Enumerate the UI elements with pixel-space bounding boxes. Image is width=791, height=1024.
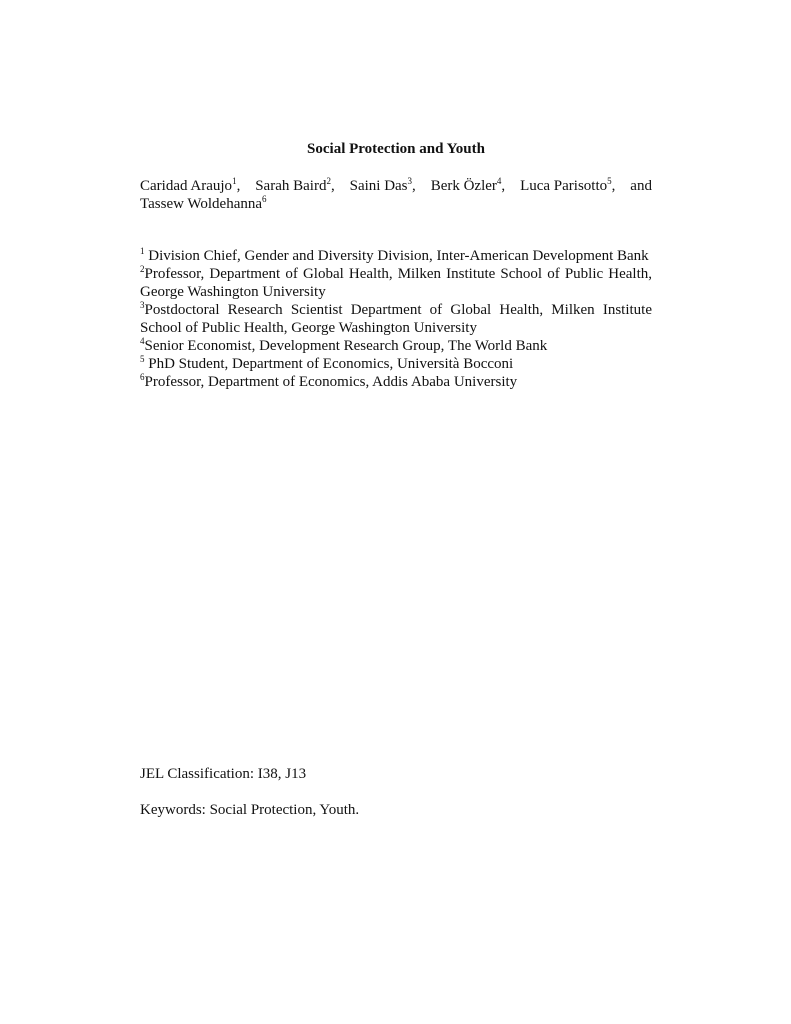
affiliation-list: [140, 247, 652, 391]
author: Caridad Araujo$^1$,: [140, 176, 241, 194]
affiliation-mark: 5: [607, 176, 612, 186]
affiliation-mark: 3: [407, 176, 413, 186]
affiliation-5: $^5$ PhD Student, Department of Economics, Università Bocconi: [140, 354, 514, 372]
affiliation-3: $^3$Postdoctoral Research Scientist Department of Global Health, Milken Institute School of Public Health, George Washington University: [140, 300, 652, 336]
author: Sarah Baird$^2$,: [255, 176, 335, 194]
jel-classification: JEL Classification: I38, J13: [140, 766, 307, 782]
keywords: Keywords: Social Protection, Youth.: [140, 802, 360, 818]
author-conjunction: and: [630, 178, 652, 194]
affiliation-mark: 3: [140, 300, 145, 310]
author: Tassew Woldehanna$^6$: [140, 194, 267, 212]
author: Berk Özler$^4$,: [430, 176, 506, 194]
affiliation-4: $^4$Senior Economist, Development Research Group, The World Bank: [140, 336, 548, 354]
author-list: [140, 177, 652, 213]
affiliation-mark: 5: [140, 354, 145, 364]
affiliation-mark: 2: [326, 176, 331, 186]
affiliation-2: $^2$Professor, Department of Global Health, Milken Institute School of Public Health, George Washington University: [140, 264, 652, 300]
affiliation-mark: 2: [140, 264, 145, 274]
affiliation-mark: 6: [140, 372, 145, 382]
author-line-1: [140, 177, 652, 195]
affiliation-mark: 1: [232, 176, 237, 186]
affiliation-mark: 4: [140, 336, 145, 346]
affiliation-6: $^6$Professor, Department of Economics, Addis Ababa University: [140, 372, 518, 390]
affiliation-1: $^1$ Division Chief, Gender and Diversity Division, Inter-American Development Bank: [140, 246, 649, 264]
paper-page: [140, 0, 652, 1024]
paper-title: Social Protection and Youth: [307, 141, 485, 157]
affiliation-mark: 4: [496, 176, 502, 186]
author-line-2: [140, 195, 652, 213]
author: Luca Parisotto$^5$,: [520, 176, 616, 194]
affiliation-mark: 6: [262, 194, 267, 204]
affiliation-mark: 1: [140, 246, 145, 256]
author: Saini Das$^3$,: [349, 176, 416, 194]
